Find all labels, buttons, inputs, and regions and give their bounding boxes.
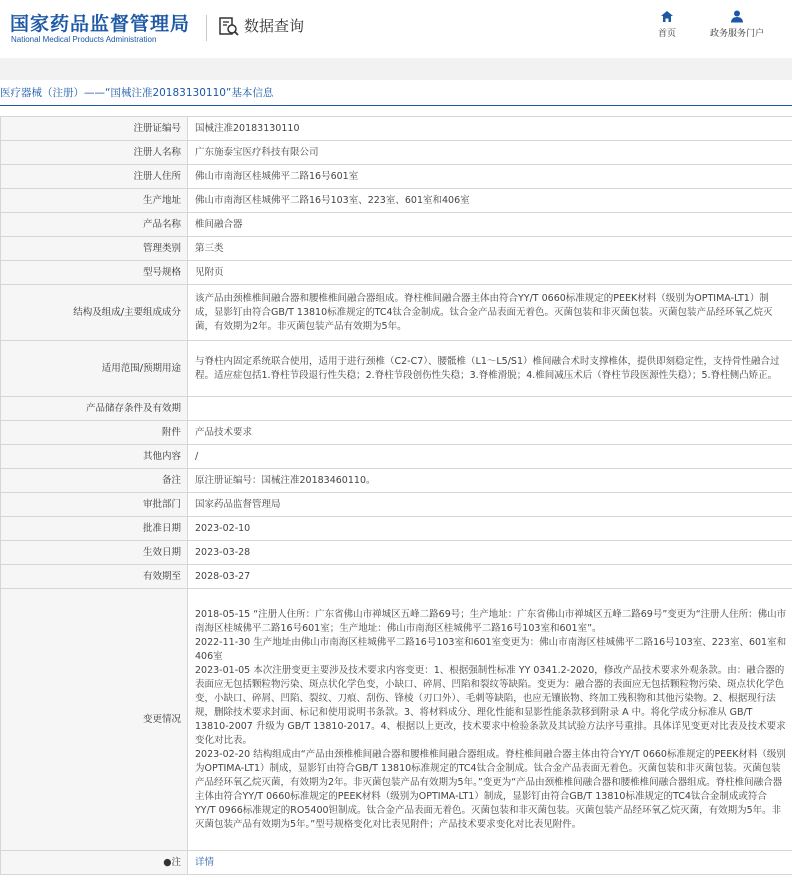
row-label: 产品储存条件及有效期 [1,397,188,421]
table-row [1,421,792,445]
row-label: 附件 [1,421,188,445]
row-label: 管理类别 [1,237,188,261]
row-value: 第三类 [188,237,792,261]
row-value: 广东施泰宝医疗科技有限公司 [188,141,792,165]
nav-home-label: 首页 [657,29,676,39]
row-label: 型号规格 [1,261,188,285]
row-value: 国械注准20183130110 [188,117,792,141]
row-value: 2018-05-15 “注册人住所：广东省佛山市禅城区五峰二路69号；生产地址：广东省佛山市禅城区五峰二路69号”变更为“注册人住所：佛山市南海区桂城佛平二路16号601室；生产地址：佛山市南海区桂城佛平二路16号103室和601室”。 2022-11-30 生产地址由佛山市南海区桂城佛平二路16号103室和601室变更为：佛山市南海区桂城佛平二路16号103室、223室、601室和406室 2023-01-05 本次注册变更主要涉及技术要求内容变更：1、根据强制性标准 YY 0341.2-2020，修改产品技术要求外观条款。由：融合器的表面应无包括颗粒物污染、斑点状化学色变，小缺口、碎屑、凹陷和裂纹等缺陷。变更为：融合器的表面应无包括颗粒物污染、斑点状化学色变，小缺口、碎屑、凹陷、裂纹、刀痕、刮伤、锋棱（刃口外）、毛刺等缺陷，也应无镶嵌物、终加工残积物和其他污染物。2、根据现行法规，删除技术要求封面、标记和使用说明书条款。3、将材料成分、理化性能和显影性能条款移到附录 A 中。将化学成分标准从 GB/T 13810-2007 升级为 GB/T 13810-2017。4、根据以上更改，技术要求中检验条款及其试验方法序号重排。具体详见变更对比表及技术要求变化对比表。 2023-02-20 结构组成由“产品由颈椎椎间融合器和腰椎椎间融合器组成。脊柱椎间融合器主体由符合YY/T 0660标准规定的PEEK材料（级别为OPTIMA-LT1）制成，显影钉由符合GB/T 13810标准规定的TC4钛合金制成。钛合金产品表面无着色。灭菌包装和非灭菌包装。灭菌包装产品经环氧乙烷灭菌，有效期为2年。非灭菌包装产品有效期为5年。”变更为“产品由颈椎椎间融合器和腰椎椎间融合器组成。脊柱椎间融合器主体由符合YY/T 0660标准规定的PEEK材料（级别为OPTIMA-LT1）制成，显影钉由符合GB/T 13810标准规定的TC4钛合金制成或符合YY/T 0966标准规定的RO5400钽制成。钛合金产品表面无着色。灭菌包装和非灭菌包装。灭菌包装产品经环氧乙烷灭菌，有效期为5年。非灭菌包装产品有效期为5年。”型号规格变化对比表见附件；产品技术要求变化对比表见附件。 [188,589,792,851]
user-icon [730,10,744,23]
table-row [1,261,792,285]
row-value [188,397,792,421]
row-value: 该产品由颈椎椎间融合器和腰椎椎间融合器组成。脊柱椎间融合器主体由符合YY/T 0660标准规定的PEEK材料（级别为OPTIMA-LT1）制成，显影钉由符合GB/T 13810标准规定的TC4钛合金制成。钛合金产品表面无着色。灭菌包装和非灭菌包装。灭菌包装产品经环氧乙烷灭菌，有效期为2年。非灭菌包装产品有效期为5年。 [188,285,792,341]
row-label: 生效日期 [1,541,188,565]
row-label: 审批部门 [1,493,188,517]
home-icon [660,10,674,23]
row-value: 原注册证编号：国械注准20183460110。 [188,469,792,493]
table-row [1,541,792,565]
row-label: 产品名称 [1,213,188,237]
table-row [1,117,792,141]
breadcrumb: 医疗器械（注册）——“国械注准20183130110”基本信息 [0,80,792,106]
table-row [1,589,792,851]
table-row [1,565,792,589]
row-label: 备注 [1,469,188,493]
row-value: / [188,445,792,469]
table-row [1,851,792,875]
header-divider [206,15,207,41]
table-row [1,397,792,421]
row-value: 2023-03-28 [188,541,792,565]
row-value: 产品技术要求 [188,421,792,445]
site-logo-cn[interactable]: 国家药品监督管理局 [10,13,191,35]
nav-portal-label: 政务服务门户 [709,29,764,39]
row-label: 变更情况 [1,589,188,851]
table-row [1,141,792,165]
row-label: 生产地址 [1,189,188,213]
row-value: 椎间融合器 [188,213,792,237]
data-query-icon [218,16,240,38]
row-label: 注册人住所 [1,165,188,189]
nav-portal[interactable] [704,10,770,39]
row-label: 结构及组成/主要组成成分 [1,285,188,341]
table-row [1,237,792,261]
nav-home[interactable] [652,10,682,39]
row-value: 见附页 [188,261,792,285]
row-label: 注册人名称 [1,141,188,165]
row-label: 批准日期 [1,517,188,541]
row-value: 与脊柱内固定系统联合使用，适用于进行颈椎（C2-C7）、腰骶椎（L1～L5/S1）椎间融合术时支撑椎体，提供即刻稳定性，支持骨性融合过程。适应症包括1.脊柱节段退行性失稳；2.脊柱节段创伤性失稳；3.脊椎滑脱；4.椎间减压术后（脊柱节段医源性失稳）；5.脊柱侧凸矫正。 [188,341,792,397]
table-row [1,445,792,469]
row-value: 佛山市南海区桂城佛平二路16号601室 [188,165,792,189]
row-value: 佛山市南海区桂城佛平二路16号103室、223室、601室和406室 [188,189,792,213]
table-row [1,469,792,493]
table-row [1,517,792,541]
table-row [1,165,792,189]
row-label: 注册证编号 [1,117,188,141]
registration-info-table [0,116,792,875]
row-label: 适用范围/预期用途 [1,341,188,397]
note-label: ●注 [1,851,188,875]
site-header [0,0,792,58]
table-row [1,285,792,341]
table-row [1,493,792,517]
data-query-title: 数据查询 [244,17,305,35]
table-row [1,189,792,213]
row-value: 2023-02-10 [188,517,792,541]
row-label: 有效期至 [1,565,188,589]
row-label: 其他内容 [1,445,188,469]
header-band [0,58,792,80]
detail-link[interactable]: 详情 [195,856,215,868]
row-value: 2028-03-27 [188,565,792,589]
table-row [1,341,792,397]
site-logo-en[interactable]: National Medical Products Administration [11,35,157,44]
row-value: 国家药品监督管理局 [188,493,792,517]
table-row [1,213,792,237]
